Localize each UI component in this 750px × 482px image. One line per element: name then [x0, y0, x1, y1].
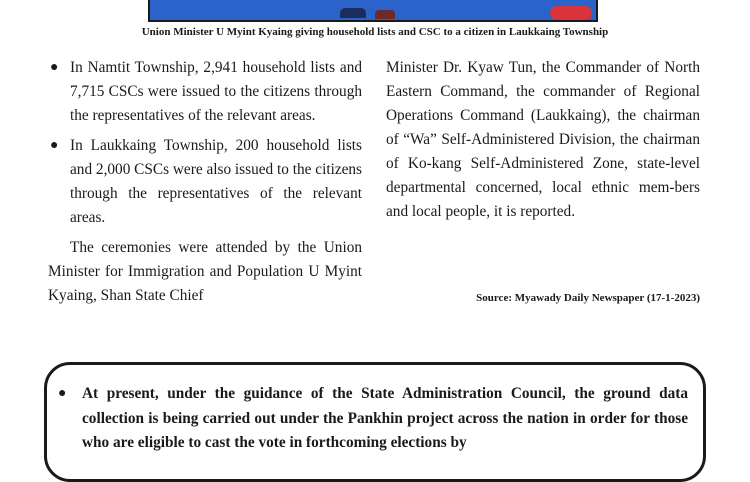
photo-detail [375, 10, 395, 19]
article-column-right [386, 56, 700, 224]
photo-caption: Union Minister U Myint Kyaing giving household lists and CSC to a citizen in Laukkaing Township [141, 26, 609, 38]
photo-detail [340, 8, 366, 18]
bullet-icon: ● [50, 138, 59, 153]
closing-paragraph-end: Minister Dr. Kyaw Tun, the Commander of North Eastern Command, the commander of Regional Operations Command (Laukkaing), the chairman of “Wa” Self-Administered Division, the chairman of Ko-kang Self-Administered Zone, state-level departmental concerned, local ethnic mem-bers and local people, it is reported. [386, 59, 700, 220]
closing-paragraph-start: The ceremonies were attended by the Union Minister for Immigration and Population U Myint Kyaing, Shan State Chief [48, 239, 362, 304]
bullet-icon: ● [50, 60, 59, 75]
photo [148, 0, 598, 22]
notice-text: At present, under the guidance of the State Administration Council, the ground data collection is being carried out under the Pankhin project across the nation in order for those who are eligible to cast the vote in forthcoming elections by [82, 385, 688, 451]
bullet-text: In Namtit Township, 2,941 household lists and 7,715 CSCs were issued to the citizens through the representatives of the relevant areas. [70, 59, 362, 124]
photo-detail [550, 6, 592, 20]
article-column-left [48, 56, 362, 308]
list-item [48, 134, 362, 230]
source-credit: Source: Myawady Daily Newspaper (17-1-2023) [476, 292, 700, 304]
bullet-text: In Laukkaing Township, 200 household lists and 2,000 CSCs were also issued to the citizens through the representatives of the relevant areas. [70, 137, 362, 226]
list-item [48, 56, 362, 128]
bullet-icon: ● [58, 386, 67, 401]
notice-text-block [58, 382, 688, 456]
